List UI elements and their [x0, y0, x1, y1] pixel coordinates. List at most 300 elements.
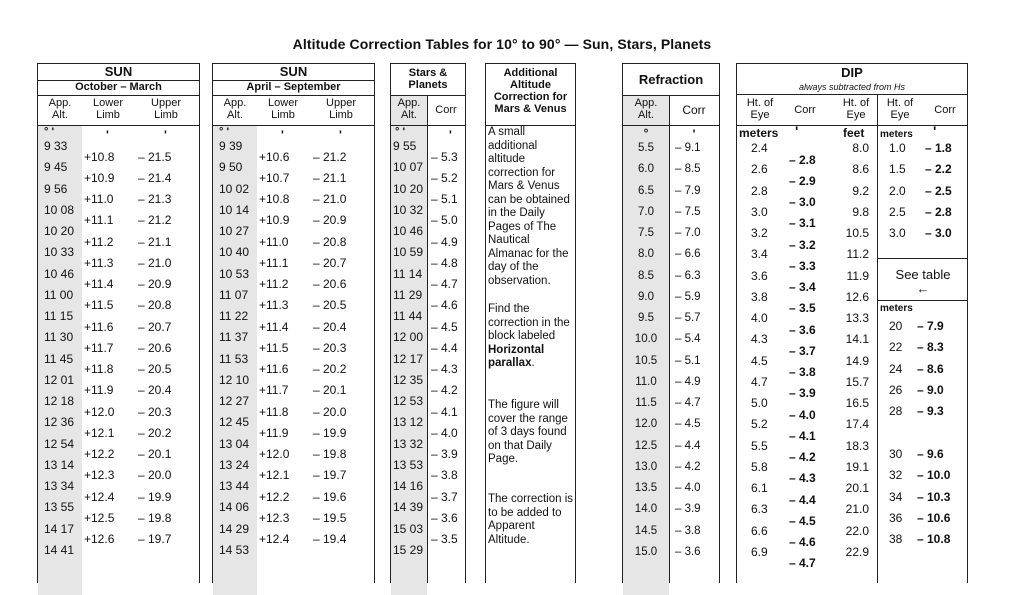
refraction-corr: – 3.9 [675, 503, 701, 516]
dip-meters: 2.4 [751, 141, 768, 155]
dip-right-meters: 1.0 [889, 141, 906, 155]
sun-oct-corr: +12.6 [84, 532, 115, 547]
stars-corr: – 4.3 [431, 362, 458, 377]
refraction-alt: 11.5 [635, 397, 657, 409]
stars-corr: – 4.4 [431, 340, 458, 355]
sun-apr-upper-corr: – 19.9 [313, 425, 347, 440]
dip-feet: 17.4 [845, 417, 869, 432]
sun-apr-corr: +12.0 [259, 447, 290, 462]
sun-oct-alt: 12 54 [44, 436, 75, 451]
sun-apr-corr: +11.9 [259, 425, 289, 440]
dip-feet: 12.6 [845, 289, 869, 304]
sun-apr-corr: +11.5 [259, 340, 289, 355]
sun-oct-upper-corr: – 20.0 [138, 468, 172, 483]
sun-apr-upper-corr: – 19.8 [313, 447, 347, 462]
dip-right-corr: – 7.9 [917, 319, 944, 333]
dip-meters: 5.2 [751, 417, 768, 432]
sun-oct-alt: 11 00 [44, 287, 74, 302]
stars-alt: 11 14 [393, 266, 423, 281]
dip-right-corr: – 8.6 [917, 361, 944, 376]
dip-right-corr: – 2.8 [925, 204, 952, 219]
dip-right-meters: 3.0 [889, 226, 906, 240]
dip-feet: 11.9 [846, 268, 869, 283]
sun-apr-corr: +12.1 [259, 468, 290, 483]
page-title: Altitude Correction Tables for 10° to 90° — Sun, Stars, Planets [292, 36, 712, 52]
sun-oct-corr: +11.1 [84, 213, 114, 228]
sun-oct-alt: 12 01 [44, 372, 75, 387]
dip-corr: – 3.6 [789, 322, 816, 337]
dip-corr: – 4.7 [789, 556, 816, 571]
unit-minutes: ' [281, 128, 284, 142]
col-ht-eye: Ht. of Eye [842, 97, 870, 121]
dip-meters: 3.8 [751, 289, 768, 304]
col-ht-eye: Ht. of Eye [886, 97, 914, 121]
unit-meters: meters [739, 126, 779, 140]
dip-meters: 3.6 [751, 268, 768, 283]
dip-right-corr: – 8.3 [917, 340, 944, 355]
sun-apr-period: April – September [246, 81, 341, 93]
stars-alt: 13 32 [393, 436, 424, 451]
col-app-alt: App. Alt. [634, 97, 658, 121]
col-app-alt: App. Alt. [397, 97, 421, 121]
sun-apr-alt: 11 22 [219, 309, 249, 323]
sun-oct-upper-corr: – 20.8 [138, 298, 172, 313]
sun-apr-upper-corr: – 20.8 [313, 234, 347, 249]
refraction-alt: 8.5 [638, 269, 654, 282]
sun-apr-upper-corr: – 19.5 [313, 510, 347, 525]
dip-meters: 2.8 [751, 183, 768, 198]
refraction-title: Refraction [638, 72, 704, 87]
stars-alt: 10 32 [393, 202, 424, 217]
sun-apr-corr: +10.6 [259, 149, 290, 164]
refraction-alt: 12.5 [634, 439, 658, 452]
refraction-alt: 15.0 [634, 545, 658, 558]
stars-alt: 13 12 [393, 415, 424, 430]
arrow-left-icon: ← [916, 281, 930, 296]
sun-apr-corr: +11.8 [259, 404, 289, 419]
col-app-alt: App. Alt. [48, 97, 72, 121]
stars-alt: 12 00 [393, 330, 424, 345]
dip-meters: 4.0 [751, 311, 768, 325]
stars-corr: – 4.2 [431, 383, 458, 398]
dip-meters: 6.9 [751, 544, 768, 559]
sun-oct-alt: 14 17 [44, 521, 75, 536]
sun-apr-alt: 10 14 [219, 202, 250, 217]
dip-meters: 5.8 [751, 459, 768, 474]
sun-oct-upper-corr: – 20.5 [138, 362, 172, 377]
sun-apr-upper-corr: – 20.1 [313, 383, 347, 398]
sun-apr-alt: 10 53 [219, 266, 250, 281]
dip-right-meters: 30 [889, 447, 903, 461]
sun-apr-alt: 12 27 [219, 394, 250, 408]
refraction-corr: – 4.0 [675, 482, 701, 494]
sun-oct-corr: +11.8 [84, 362, 114, 377]
dip-corr: – 4.4 [789, 492, 816, 507]
stars-corr: – 4.0 [431, 425, 458, 440]
stars-alt: 14 16 [393, 479, 424, 493]
see-table-note: See table [895, 267, 951, 282]
refraction-alt: 7.0 [638, 205, 654, 218]
dip-corr: – 3.0 [789, 195, 816, 210]
sun-oct-upper-corr: – 20.4 [138, 383, 172, 398]
dip-right-corr: – 2.2 [925, 162, 952, 177]
sun-apr-upper-corr: – 19.7 [313, 468, 347, 483]
sun-oct-corr: +12.1 [84, 425, 115, 440]
stars-alt: 10 59 [393, 245, 424, 260]
sun-oct-upper-corr: – 19.7 [138, 532, 172, 547]
dip-right-meters: 22 [889, 340, 903, 355]
refraction-alt: 9.5 [638, 312, 654, 324]
unit-minutes: ' [933, 123, 937, 139]
sun-oct-alt: 13 55 [44, 500, 75, 515]
sun-apr-corr: +11.6 [259, 362, 289, 377]
dip-subtitle: always subtracted from Hs [798, 82, 906, 92]
refraction-alt: 13.0 [634, 460, 658, 473]
dip-feet: 11.2 [846, 247, 869, 262]
sun-apr-alt: 9 50 [219, 160, 243, 175]
sun-oct-alt: 9 33 [44, 139, 68, 153]
sun-apr-upper-corr: – 20.3 [313, 340, 347, 355]
dip-feet: 20.1 [845, 481, 869, 495]
stars-corr: – 3.7 [431, 489, 458, 504]
sun-oct-corr: +12.4 [84, 489, 115, 504]
unit-minutes: ' [106, 128, 109, 142]
dip-right-corr: – 10.8 [917, 532, 951, 546]
refraction-corr: – 8.5 [675, 163, 701, 176]
refraction-alt: 10.0 [634, 333, 658, 346]
dip-meters: 3.0 [751, 204, 768, 219]
sun-oct-alt: 11 15 [44, 309, 74, 323]
sun-oct-corr: +12.2 [84, 447, 115, 462]
dip-meters: 5.5 [751, 438, 768, 453]
col-corr: Corr [794, 104, 816, 116]
sun-oct-alt: 10 20 [44, 224, 75, 238]
stars-alt: 10 20 [393, 181, 424, 196]
dip-corr: – 3.4 [789, 280, 816, 295]
sun-oct-upper-corr: – 19.8 [138, 510, 172, 525]
stars-alt: 9 55 [393, 139, 417, 153]
stars-alt: 11 29 [393, 287, 423, 302]
dip-meters: 4.5 [751, 353, 768, 368]
dip-corr: – 4.2 [789, 450, 816, 465]
dip-corr: – 3.8 [789, 365, 816, 380]
dip-corr: – 3.3 [789, 258, 816, 273]
dip-meters: 5.0 [751, 396, 768, 410]
stars-alt: 10 07 [393, 160, 424, 175]
stars-alt: 12 35 [393, 372, 424, 387]
sun-apr-alt: 11 07 [219, 287, 249, 302]
sun-oct-corr: +10.9 [84, 170, 115, 185]
sun-oct-upper-corr: – 21.4 [138, 170, 172, 185]
stars-alt: 15 29 [393, 542, 424, 557]
stars-corr: – 3.9 [431, 447, 458, 462]
dip-right-meters: 20 [889, 319, 903, 333]
dip-corr: – 4.1 [789, 428, 816, 443]
additional-paragraph: The figure will cover the range of 3 days found on that Daily Page. [488, 399, 568, 465]
stars-alt: 12 17 [393, 351, 424, 366]
dip-right-meters: 2.5 [889, 204, 906, 219]
sun-apr-corr: +11.1 [259, 255, 289, 270]
dip-feet: 8.6 [852, 162, 869, 177]
stars-corr: – 5.1 [431, 192, 458, 207]
dip-corr: – 3.7 [789, 343, 816, 358]
sun-apr-alt: 10 27 [219, 224, 250, 238]
sun-apr-alt: 12 45 [219, 415, 250, 430]
refraction-alt: 6.0 [638, 163, 654, 176]
dip-corr: – 2.9 [789, 173, 816, 188]
dip-meters: 2.6 [751, 162, 768, 177]
sun-oct-alt: 14 41 [44, 542, 75, 557]
refraction-corr: – 5.7 [675, 312, 701, 324]
dip-feet: 9.2 [852, 183, 869, 198]
col-ht-eye: Ht. of Eye [746, 97, 774, 121]
refraction-corr: – 3.8 [675, 524, 701, 537]
dip-feet: 13.3 [845, 311, 869, 325]
dip-right-meters: 38 [889, 532, 903, 546]
refraction-corr: – 6.6 [675, 248, 701, 261]
sun-apr-corr: +12.4 [259, 532, 290, 547]
sun-oct-corr: +11.3 [84, 255, 114, 270]
dip-right-corr: – 10.0 [917, 468, 951, 483]
sun-apr-upper-corr: – 20.9 [313, 213, 347, 228]
sun-apr-upper-corr: – 20.6 [313, 277, 347, 292]
sun-oct-alt: 9 56 [44, 181, 68, 196]
sun-apr-alt: 9 39 [219, 139, 243, 153]
sun-oct-period: October – March [75, 81, 162, 93]
unit-minutes: ' [449, 128, 452, 142]
sun-oct-upper-corr: – 21.3 [138, 192, 172, 207]
stars-alt: 13 53 [393, 457, 424, 472]
stars-corr: – 4.6 [431, 298, 458, 313]
sun-oct-upper-corr: – 20.7 [138, 319, 172, 334]
sun-apr-alt: 13 44 [219, 479, 250, 493]
sun-oct-alt: 11 30 [44, 330, 74, 345]
dip-meters: 6.3 [751, 502, 768, 517]
refraction-alt: 10.5 [634, 354, 658, 367]
unit-degrees: ° ' [395, 126, 406, 138]
dip-corr: – 4.3 [789, 471, 816, 486]
col-corr: Corr [435, 104, 457, 116]
refraction-alt: 9.0 [638, 290, 654, 303]
dip-feet: 14.1 [845, 332, 869, 347]
stars-corr: – 5.3 [431, 149, 458, 164]
stars-alt: 14 39 [393, 500, 424, 515]
sun-apr-corr: +10.8 [259, 192, 290, 207]
unit-meters: meters [880, 129, 913, 140]
sun-apr-upper-corr: – 21.0 [313, 192, 347, 207]
refraction-alt: 8.0 [638, 248, 654, 261]
sun-oct-corr: +12.3 [84, 468, 115, 483]
dip-corr: – 4.6 [789, 535, 816, 550]
dip-right-meters: 2.0 [889, 183, 906, 198]
dip-feet: 9.8 [852, 204, 869, 219]
sun-apr-upper-corr: – 19.6 [313, 489, 347, 504]
sun-oct-upper-corr: – 20.3 [138, 404, 172, 419]
unit-minutes: ' [692, 127, 696, 141]
sun-apr-alt: 14 29 [219, 521, 250, 536]
sun-oct-corr: +12.0 [84, 404, 115, 419]
sun-april-september-table [212, 63, 375, 583]
sun-oct-upper-corr: – 21.0 [138, 255, 172, 270]
stars-alt: 10 46 [393, 224, 424, 238]
dip-feet: 10.5 [845, 226, 869, 240]
mars-venus-additional-box [485, 63, 576, 583]
sun-oct-alt: 12 36 [44, 415, 75, 430]
dip-feet: 21.0 [845, 502, 869, 517]
sun-apr-alt: 10 02 [219, 181, 250, 196]
dip-feet: 16.5 [845, 396, 869, 410]
refraction-corr: – 7.0 [675, 227, 701, 239]
dip-right-corr: – 10.6 [917, 510, 951, 525]
sun-oct-alt: 10 08 [44, 202, 75, 217]
refraction-corr: – 4.7 [675, 397, 701, 409]
refraction-alt: 14.5 [634, 524, 658, 537]
sun-apr-upper-corr: – 19.4 [313, 532, 347, 547]
sun-apr-alt: 13 24 [219, 457, 250, 472]
sun-apr-corr: +10.9 [259, 213, 290, 228]
additional-paragraph: A small additional altitude correction for Mars & Venus can be obtained in the Daily Pages of The Nautical Almanac for the day of the observation. [488, 126, 570, 287]
refraction-corr: – 5.9 [675, 290, 701, 303]
dip-meters: 4.7 [751, 374, 768, 389]
dip-corr: – 2.8 [789, 152, 816, 167]
sun-apr-alt: 10 40 [219, 245, 250, 260]
dip-corr: – 3.1 [789, 216, 816, 231]
stars-corr: – 4.7 [431, 277, 458, 292]
unit-degrees: ° [643, 126, 649, 140]
dip-corr: – 4.0 [789, 407, 816, 422]
stars-corr: – 5.0 [431, 213, 458, 228]
stars-planets-table [390, 63, 466, 583]
dip-right-corr: – 9.3 [917, 404, 944, 418]
sun-apr-corr: +11.7 [259, 383, 289, 398]
stars-corr: – 4.9 [431, 234, 458, 249]
sun-apr-upper-corr: – 20.4 [313, 319, 347, 334]
dip-corr: – 3.2 [789, 237, 816, 252]
refraction-alt: 12.0 [634, 418, 658, 431]
sun-apr-alt: 11 53 [219, 351, 249, 366]
unit-minutes: ' [339, 128, 342, 142]
col-corr: Corr [934, 104, 956, 116]
sun-apr-alt: 12 10 [219, 372, 250, 387]
dip-feet: 18.3 [845, 438, 869, 453]
sun-apr-upper-corr: – 20.7 [313, 255, 347, 270]
unit-minutes: ' [795, 123, 799, 139]
unit-minutes: ' [164, 128, 167, 142]
sun-apr-upper-corr: – 20.2 [313, 362, 347, 377]
refraction-corr: – 9.1 [675, 142, 701, 154]
sun-oct-upper-corr: – 20.2 [138, 425, 172, 440]
sun-oct-corr: +11.7 [84, 340, 114, 355]
sun-oct-corr: +12.5 [84, 510, 115, 525]
refraction-corr: – 6.3 [675, 269, 701, 282]
stars-corr: – 3.5 [431, 532, 458, 547]
sun-oct-upper-corr: – 19.9 [138, 489, 172, 504]
refraction-corr: – 4.5 [675, 418, 701, 431]
sun-oct-upper-corr: – 20.9 [138, 277, 172, 292]
dip-meters: 3.2 [751, 226, 768, 240]
dip-right-corr: – 1.8 [925, 141, 952, 155]
sun-oct-title: SUN [104, 64, 133, 79]
dip-meters: 6.6 [751, 523, 768, 538]
additional-paragraph: Find the correction in the block labeled Horizontal parallax. [488, 303, 570, 369]
stars-title: Stars & Planets [408, 67, 448, 91]
dip-feet: 15.7 [845, 374, 869, 389]
refraction-corr: – 7.5 [675, 205, 701, 218]
dip-feet: 19.1 [845, 459, 869, 474]
unit-degrees: ° ' [219, 126, 230, 138]
sun-apr-corr: +11.2 [259, 277, 289, 292]
stars-alt: 11 44 [393, 309, 423, 323]
sun-oct-corr: +11.2 [84, 234, 114, 249]
refraction-corr: – 5.4 [675, 333, 701, 346]
dip-feet: 22.9 [845, 544, 869, 559]
stars-corr: – 4.5 [431, 319, 458, 334]
dip-feet: 22.0 [845, 523, 869, 538]
sun-oct-alt: 10 33 [44, 245, 75, 260]
refraction-alt: 7.5 [638, 227, 654, 239]
dip-feet: 8.0 [852, 141, 869, 155]
stars-alt: 15 03 [393, 521, 424, 536]
additional-paragraph: The correction is to be added to Apparent Altitude. [488, 493, 574, 546]
col-upper-limb: Upper Limb [151, 97, 181, 121]
dip-right-meters: 24 [889, 361, 903, 376]
sun-apr-upper-corr: – 21.2 [313, 149, 347, 164]
stars-corr: – 4.8 [431, 255, 458, 270]
dip-right-meters: 32 [889, 468, 903, 483]
sun-oct-corr: +11.0 [84, 192, 114, 207]
sun-oct-corr: +11.9 [84, 383, 114, 398]
dip-corr: – 3.9 [789, 386, 816, 401]
dip-right-corr: – 2.5 [925, 183, 952, 198]
col-lower-limb: Lower Limb [268, 97, 298, 121]
stars-corr: – 5.2 [431, 170, 458, 185]
sun-apr-alt: 11 37 [219, 330, 249, 345]
sun-apr-corr: +11.3 [259, 298, 289, 313]
dip-right-meters: 1.5 [889, 162, 906, 177]
sun-oct-upper-corr: – 21.5 [138, 149, 172, 164]
sun-apr-title: SUN [279, 64, 308, 79]
refraction-corr: – 3.6 [675, 545, 701, 558]
dip-right-meters: 36 [889, 510, 903, 525]
refraction-alt: 5.5 [638, 142, 654, 154]
sun-apr-upper-corr: – 20.0 [313, 404, 347, 419]
col-corr: Corr [682, 103, 706, 117]
sun-october-march-table [37, 63, 200, 583]
sun-oct-alt: 9 45 [44, 160, 68, 175]
dip-feet: 14.9 [845, 353, 869, 368]
stars-corr: – 3.6 [431, 510, 458, 525]
sun-oct-corr: +11.6 [84, 319, 114, 334]
dip-right-meters: 34 [889, 489, 903, 504]
dip-meters: 3.4 [751, 247, 768, 262]
dip-right-meters: 28 [889, 404, 903, 418]
sun-apr-upper-corr: – 21.1 [313, 170, 347, 185]
sun-oct-alt: 13 14 [44, 457, 75, 472]
refraction-alt: 6.5 [638, 184, 654, 197]
col-upper-limb: Upper Limb [326, 97, 356, 121]
unit-meters: meters [880, 303, 913, 314]
col-lower-limb: Lower Limb [93, 97, 123, 121]
col-app-alt: App. Alt. [223, 97, 247, 121]
refraction-corr: – 4.2 [675, 460, 701, 473]
dip-right-corr: – 9.0 [917, 382, 944, 397]
dip-right-corr: – 3.0 [925, 226, 952, 240]
sun-oct-alt: 12 18 [44, 394, 75, 408]
unit-feet: feet [843, 126, 865, 140]
dip-right-corr: – 10.3 [917, 489, 951, 504]
refraction-corr: – 4.9 [675, 375, 701, 388]
additional-title: Additional Altitude Correction for Mars & Venus [493, 67, 568, 115]
